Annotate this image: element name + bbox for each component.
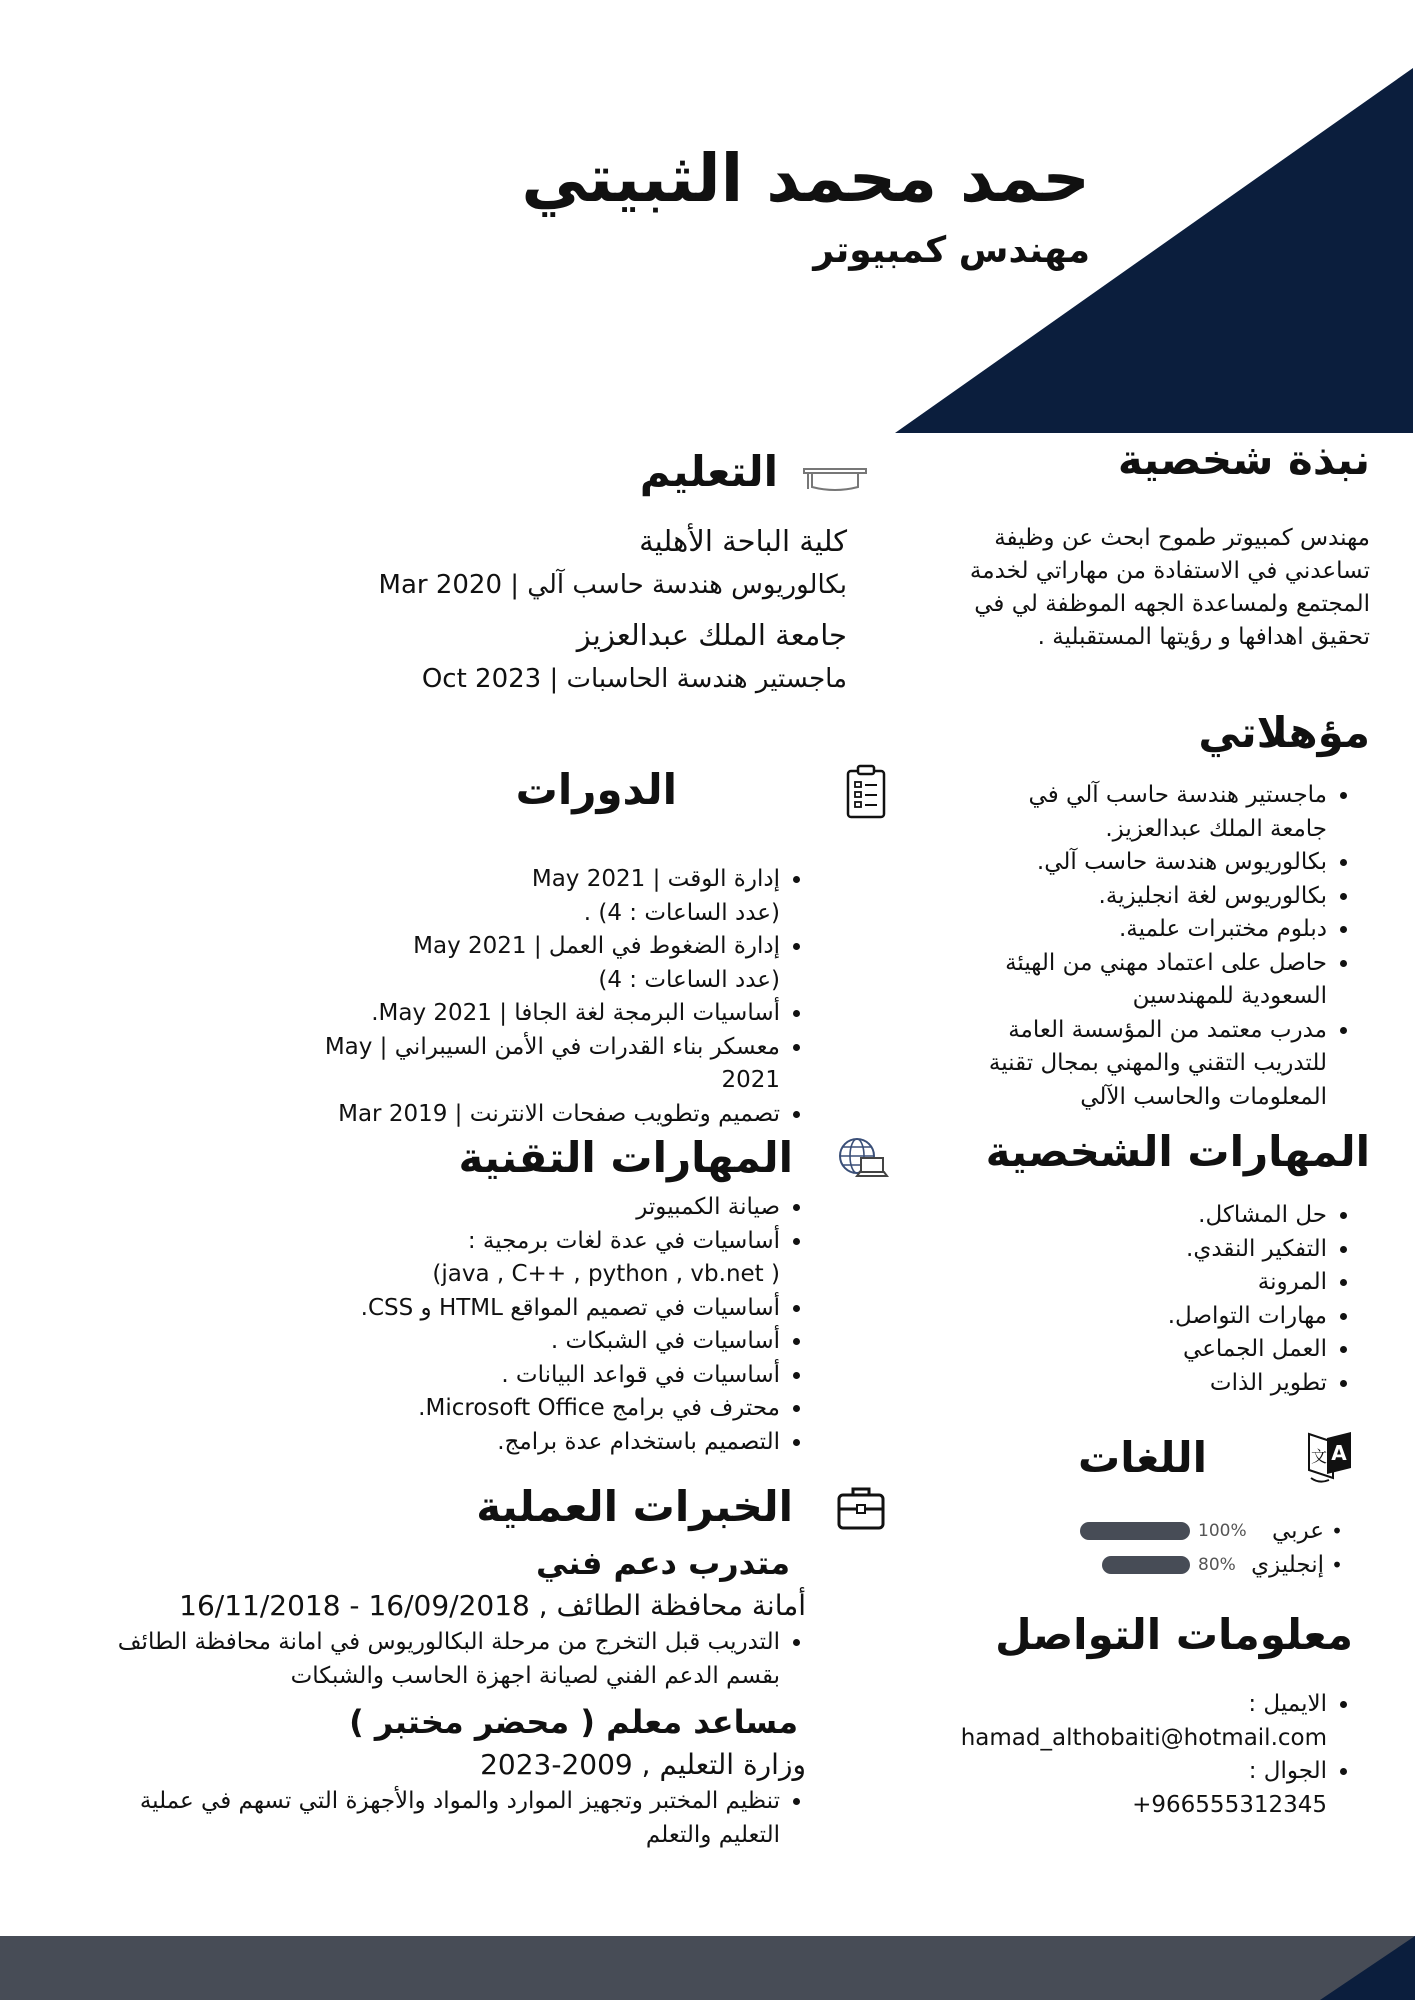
list-item: • المرونة: [1053, 1266, 1327, 1300]
language-percent: 80%: [1198, 1555, 1236, 1575]
course-title: • إدارة الضغوط في العمل | May 2021: [413, 933, 780, 959]
footer-triangle: [1320, 1936, 1415, 2000]
tech-skills-heading: المهارات التقنية: [458, 1133, 793, 1182]
courses-list: [266, 863, 806, 1131]
list-item: • العمل الجماعي: [1053, 1333, 1327, 1367]
language-name: عربي: [1272, 1518, 1324, 1544]
degree: ماجستير هندسة الحاسبات | Oct 2023: [421, 664, 847, 694]
list-item: • أساسيات في تصميم المواقع HTML و CSS.: [246, 1292, 780, 1326]
school-name: جامعة الملك عبدالعزيز: [576, 618, 847, 652]
list-item: • دبلوم مختبرات علمية.: [971, 913, 1327, 947]
list-item: • مهارات التواصل.: [1053, 1300, 1327, 1334]
qualifications-list: [971, 779, 1353, 1114]
list-item: [266, 863, 780, 930]
translate-icon: [1303, 1428, 1357, 1484]
list-item: [953, 1688, 1327, 1755]
list-item: • تطوير الذات: [1053, 1367, 1327, 1401]
list-item: • بكالوريوس هندسة حاسب آلي.: [971, 846, 1327, 880]
footer-bar: [0, 1936, 1415, 2000]
clipboard-icon: [845, 764, 887, 820]
experience-heading: الخبرات العملية: [476, 1482, 793, 1531]
profile-line: مهندس كمبيوتر طموح ابحث عن وظيفة: [994, 525, 1370, 551]
job-title: مهندس كمبيوتر: [813, 230, 1090, 271]
profile-line: تحقيق اهدافها و رؤيتها المستقبلية .: [1037, 624, 1370, 650]
list-item: • أساسيات البرمجة لغة الجافا | May 2021.: [266, 997, 780, 1031]
job-org: أمانة محافظة الطائف , 16/09/2018 - 16/11/2018: [179, 1589, 806, 1622]
language-name: إنجليزي: [1251, 1552, 1324, 1578]
education-heading: التعليم: [639, 447, 778, 496]
list-item: [246, 1225, 780, 1292]
list-item: • حاصل على اعتماد مهني من الهيئة السعودية للمهندسين: [971, 947, 1327, 1014]
person-name: حمد محمد الثبيتي: [521, 140, 1090, 217]
courses-heading: الدورات: [515, 765, 677, 814]
languages-heading: اللغات: [1078, 1433, 1207, 1482]
list-item: • التصميم باستخدام عدة برامج.: [246, 1426, 780, 1460]
job-org: وزارة التعليم , 2009-2023: [480, 1748, 806, 1781]
language-row: [1050, 1548, 1350, 1582]
tech-skills-list: [246, 1191, 806, 1459]
list-item: • صيانة الكمبيوتر: [246, 1191, 780, 1225]
language-percent: 100%: [1198, 1521, 1247, 1541]
profile-text: [950, 522, 1370, 654]
list-item: • التفكير النقدي.: [1053, 1233, 1327, 1267]
list-item: • بكالوريوس لغة انجليزية.: [971, 880, 1327, 914]
profile-heading: نبذة شخصية: [1117, 435, 1370, 484]
list-item: • أساسيات في الشبكات .: [246, 1325, 780, 1359]
language-row: [1050, 1514, 1350, 1548]
phone-value[interactable]: +966555312345: [1132, 1791, 1327, 1818]
briefcase-icon: [836, 1485, 886, 1531]
qualifications-heading: مؤهلاتي: [1198, 708, 1370, 757]
experience-list: [106, 1540, 806, 1852]
skill-detail: ( java , C++ , python , vb.net): [432, 1261, 780, 1287]
profile-line: تساعدني في الاستفادة من مهاراتي لخدمة: [969, 558, 1370, 584]
language-level-bar: [1080, 1522, 1190, 1540]
bullet: •: [1331, 1553, 1343, 1577]
course-hours: (عدد الساعات : 4): [598, 966, 780, 993]
phone-label: • الجوال :: [1248, 1758, 1327, 1784]
profile-line: المجتمع ولمساعدة الجهه الموظفة لي في: [974, 591, 1370, 617]
job-role: متدرب دعم فني: [536, 1544, 790, 1582]
list-item: • ماجستير هندسة حاسب آلي في جامعة الملك عبدالعزيز.: [971, 779, 1327, 846]
list-item: [953, 1755, 1327, 1822]
soft-skills-heading: المهارات الشخصية: [985, 1127, 1370, 1176]
header-triangle: [0, 0, 1415, 440]
skill-title: • أساسيات في عدة لغات برمجية :: [467, 1227, 780, 1254]
svg-text:A: A: [1331, 1441, 1347, 1465]
course-hours: (عدد الساعات : 4) .: [583, 899, 780, 926]
list-item: • محترف في برامج Microsoft Office.: [246, 1392, 780, 1426]
list-item: • مدرب معتمد من المؤسسة العامة للتدريب التقني والمهني بمجال تقنية المعلومات والحاسب الآلي: [971, 1014, 1327, 1115]
list-item: • معسكر بناء القدرات في الأمن السيبراني | May 2021: [266, 1031, 780, 1098]
list-item: • التدريب قبل التخرج من مرحلة البكالوريوس في امانة محافظة الطائف بقسم الدعم الفني لصيانة اجهزة الحاسب والشبكات: [106, 1626, 780, 1693]
school-name: كلية الباحة الأهلية: [639, 524, 847, 558]
email-label: • الايميل :: [1248, 1691, 1327, 1717]
contact-list: [953, 1688, 1353, 1822]
bullet: •: [1331, 1519, 1343, 1543]
job-role: مساعد معلم ( محضر مختبر ): [349, 1703, 798, 1741]
list-item: • تصميم وتطويب صفحات الانترنت | Mar 2019: [266, 1098, 780, 1132]
list-item: • تنظيم المختبر وتجهيز الموارد والمواد والأجهزة التي تسهم في عملية التعليم والتعلم: [106, 1785, 780, 1852]
globe-laptop-icon: [835, 1136, 889, 1182]
contact-heading: معلومات التواصل: [995, 1610, 1353, 1659]
email-value[interactable]: hamad_althobaiti@hotmail.com: [960, 1724, 1327, 1751]
svg-text:文: 文: [1310, 1447, 1328, 1466]
soft-skills-list: [1053, 1199, 1353, 1400]
language-level-bar: [1102, 1556, 1190, 1574]
list-item: • حل المشاكل.: [1053, 1199, 1327, 1233]
list-item: [266, 930, 780, 997]
graduation-cap-icon: [802, 463, 868, 497]
degree: بكالوريوس هندسة حاسب آلي | Mar 2020: [378, 570, 847, 600]
education-list: [287, 518, 847, 700]
course-title: • إدارة الوقت | May 2021: [531, 866, 780, 892]
list-item: • أساسيات في قواعد البيانات .: [246, 1359, 780, 1393]
languages-list: [1050, 1514, 1350, 1582]
